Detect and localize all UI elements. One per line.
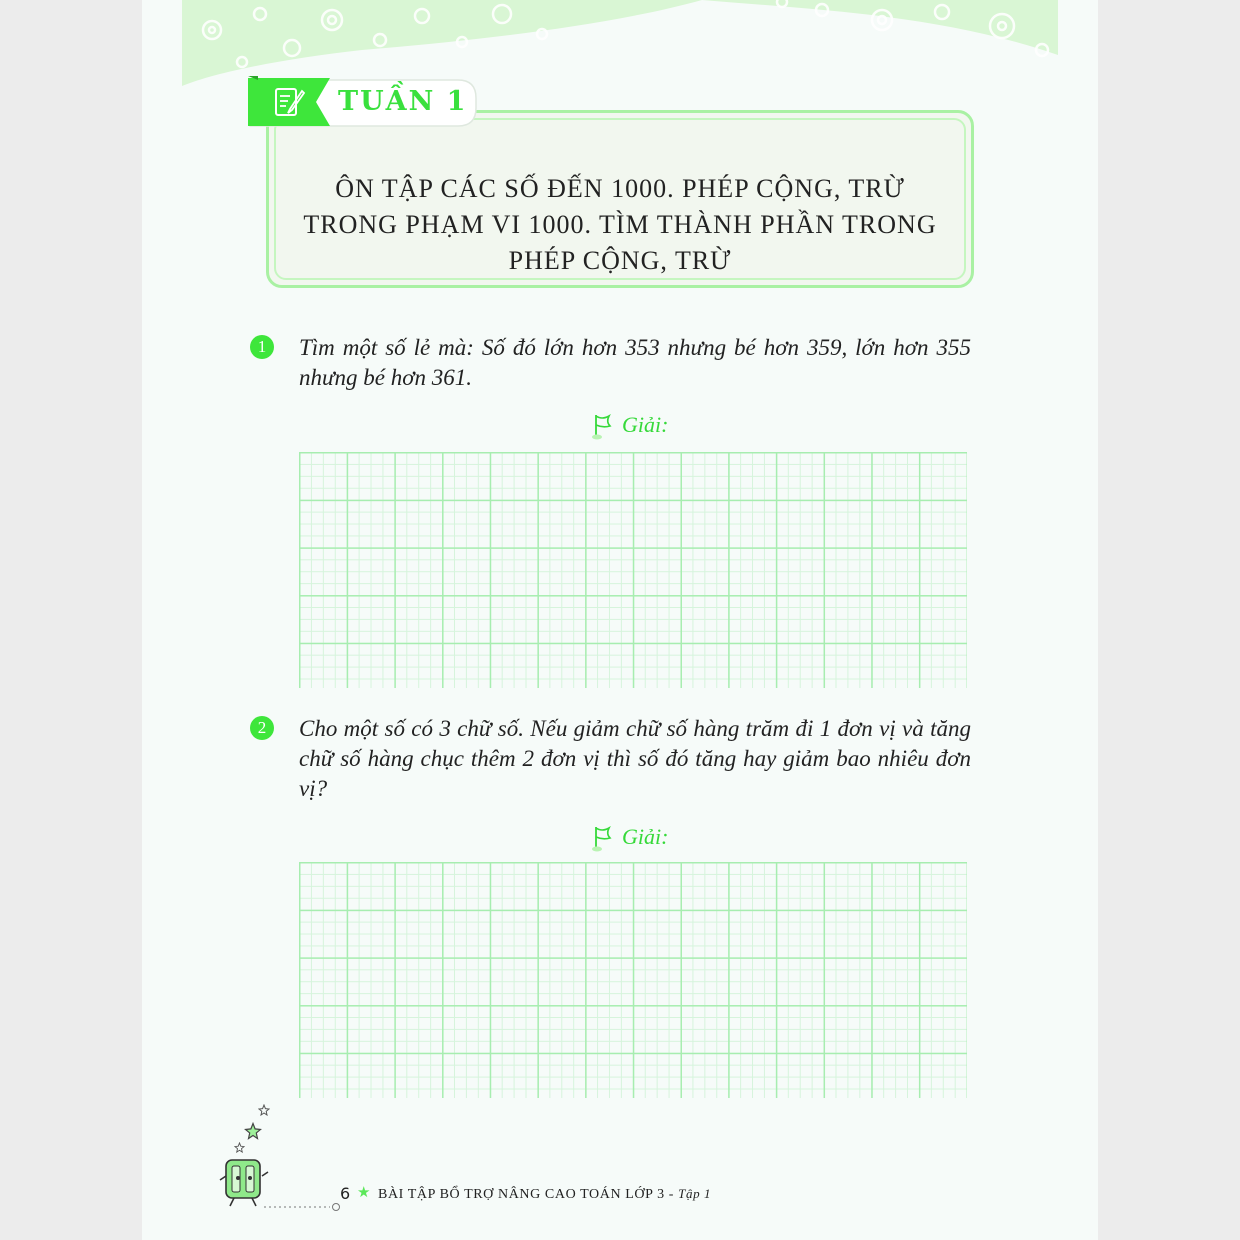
solution-heading xyxy=(590,412,710,444)
dotted-line-decoration xyxy=(264,1202,344,1212)
topic-box xyxy=(266,110,974,288)
solution-label: Giải: xyxy=(622,412,669,437)
star-icon xyxy=(258,1104,270,1116)
star-separator-icon: ★ xyxy=(357,1183,371,1201)
page-number: 6 xyxy=(340,1184,351,1203)
topic-title: ÔN TẬP CÁC SỐ ĐẾN 1000. PHÉP CỘNG, TRỪ TRONG PHẠM VI 1000. TÌM THÀNH PHẦN TRONG PHÉP CỘNG, TRỪ xyxy=(303,174,937,275)
solution-heading xyxy=(590,824,710,856)
question-number: 1 xyxy=(250,335,274,359)
book-volume: Tập 1 xyxy=(678,1186,712,1201)
answer-grid[interactable] xyxy=(299,862,967,1098)
week-tab xyxy=(248,76,478,128)
answer-grid[interactable] xyxy=(299,452,967,688)
mascot-icon xyxy=(216,1150,272,1210)
book-title-text: BÀI TẬP BỔ TRỢ NÂNG CAO TOÁN LỚP 3 xyxy=(378,1187,665,1202)
star-icon xyxy=(244,1122,262,1140)
question-number: 2 xyxy=(250,716,274,740)
flag-icon xyxy=(590,412,618,442)
notebook-pen-icon xyxy=(272,85,306,119)
workbook-page xyxy=(142,0,1098,1240)
solution-label: Giải: xyxy=(622,824,669,849)
book-title: BÀI TẬP BỔ TRỢ NÂNG CAO TOÁN LỚP 3 - Tập 1 xyxy=(378,1186,712,1202)
question-text: Tìm một số lẻ mà: Số đó lớn hơn 353 nhưng bé hơn 359, lớn hơn 355 nhưng bé hơn 361. xyxy=(299,335,971,390)
flag-icon xyxy=(590,824,618,854)
page-footer xyxy=(214,1100,712,1220)
question-text: Cho một số có 3 chữ số. Nếu giảm chữ số hàng trăm đi 1 đơn vị và tăng chữ số hàng chục thêm 2 đơn vị thì số đó tăng hay giảm bao nhiêu đơn vị? xyxy=(299,716,971,801)
week-label: TUẦN 1 xyxy=(338,86,468,117)
